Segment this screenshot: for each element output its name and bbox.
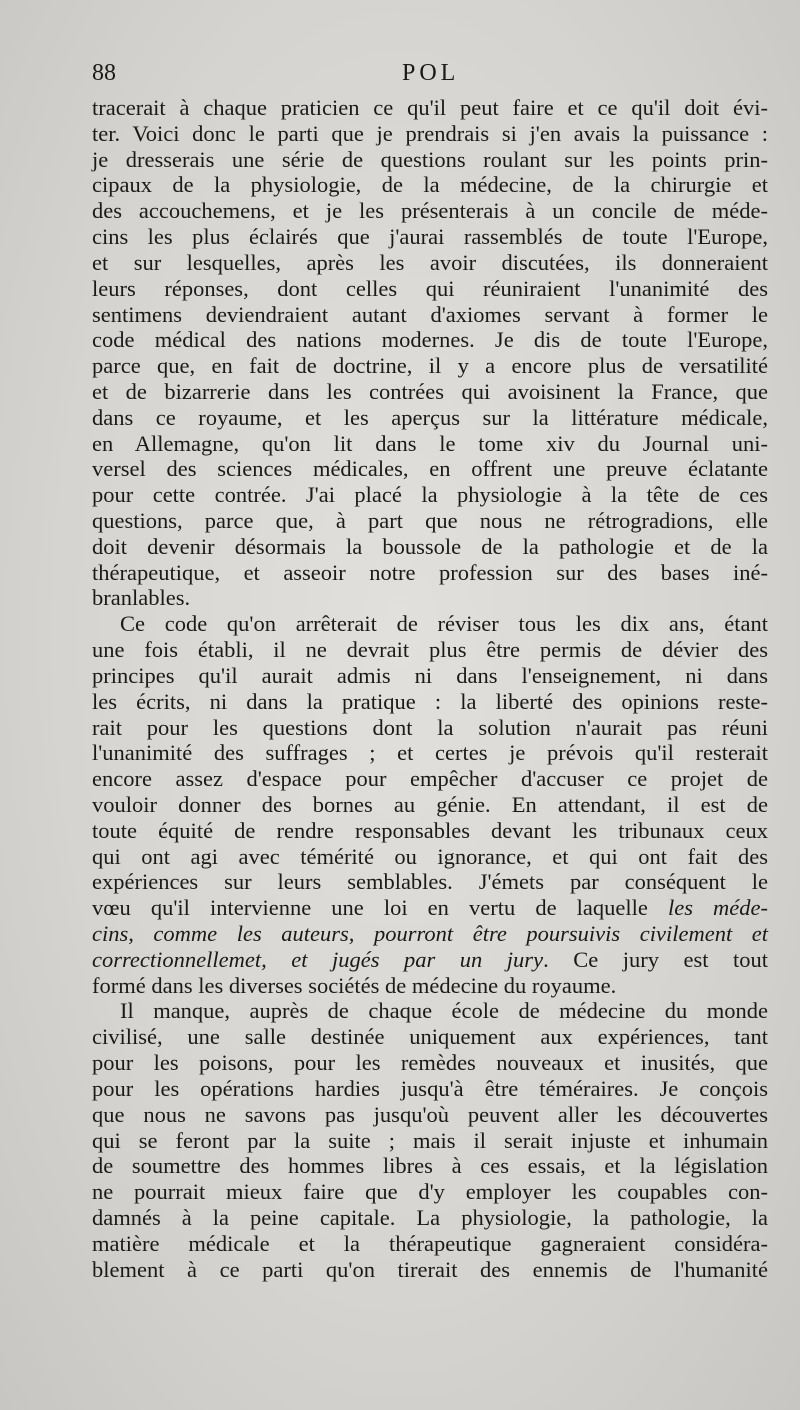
text-line: tracerait à chaque praticien ce qu'il peut faire et ce qu'il doit évi-	[92, 95, 768, 120]
text-line: principes qu'il aurait admis ni dans l'enseignement, ni dans	[92, 662, 768, 688]
text-line: dans ce royaume, et les aperçus sur la littérature médicale,	[92, 404, 768, 430]
text-line: cipaux de la physiologie, de la médecine, de la chirurgie et	[92, 172, 768, 198]
text-line: correctionnellemet, et jugés par un jury. Ce jury est tout	[92, 946, 768, 972]
text-line: l'unanimité des suffrages ; et certes je prévois qu'il resterait	[92, 740, 768, 766]
text-line: les écrits, ni dans la pratique : la liberté des opinions reste-	[92, 688, 768, 714]
text-line: civilisé, une salle destinée uniquement aux expériences, tant	[92, 1024, 768, 1050]
text-line: parce que, en fait de doctrine, il y a encore plus de versatilité	[92, 353, 768, 379]
text-line: damnés à la peine capitale. La physiologie, la pathologie, la	[92, 1204, 768, 1230]
text-line: pour les poisons, pour les remèdes nouveaux et inusités, que	[92, 1050, 768, 1076]
text-line: ter. Voici donc le parti que je prendrais si j'en avais la puissance :	[92, 120, 768, 146]
text-line: formé dans les diverses sociétés de médecine du royaume.	[92, 972, 617, 998]
text-line: ne pourrait mieux faire que d'y employer les coupables con-	[92, 1179, 768, 1205]
text-line: blement à ce parti qu'on tirerait des ennemis de l'humanité	[92, 1256, 768, 1282]
paragraph-start-line: Ce code qu'on arrêterait de réviser tous les dix ans, étant	[120, 611, 768, 637]
text-line: sentimens deviendraient autant d'axiomes servant à former le	[92, 301, 768, 327]
text-line: que nous ne savons pas jusqu'où peuvent aller les découvertes	[92, 1101, 768, 1127]
text-line: vouloir donner des bornes au génie. En attendant, il est de	[92, 791, 768, 817]
text-line: code médical des nations modernes. Je dis de toute l'Europe,	[92, 327, 768, 353]
page-header	[92, 58, 768, 88]
text-line: qui se feront par la suite ; mais il serait injuste et inhumain	[92, 1127, 768, 1153]
text-line: en Allemagne, qu'on lit dans le tome xiv du Journal uni-	[92, 430, 768, 456]
text-line: cins les plus éclairés que j'aurai rassemblés de toute l'Europe,	[92, 224, 768, 250]
text-line: qui ont agi avec témérité ou ignorance, et qui ont fait des	[92, 843, 768, 869]
text-line: expériences sur leurs semblables. J'émets par conséquent le	[92, 869, 768, 895]
italic-text: les méde-	[667, 895, 768, 921]
text-line: une fois établi, il ne devrait plus être permis de dévier des	[92, 637, 768, 663]
text-line: pour cette contrée. J'ai placé la physiologie à la tête de ces	[92, 482, 768, 508]
text-line: et de bizarrerie dans les contrées qui avoisinent la France, que	[92, 378, 768, 404]
text-line: leurs réponses, dont celles qui réuniraient l'unanimité des	[92, 275, 768, 301]
running-head: POL	[402, 60, 460, 86]
text-line: rait pour les questions dont la solution n'aurait pas réuni	[92, 714, 768, 740]
text-line: thérapeutique, et asseoir notre profession sur des bases iné-	[92, 559, 768, 585]
text-line: de soumettre des hommes libres à ces essais, et la législation	[92, 1153, 768, 1179]
italic-text: cins, comme les auteurs, pourront être poursuivis civilement et	[92, 921, 768, 946]
text-line: et sur lesquelles, après les avoir discutées, ils donneraient	[92, 249, 768, 275]
body-text	[92, 95, 768, 1282]
text-line: des accouchemens, et je les présenterais à un concile de méde-	[92, 198, 768, 224]
text-line: questions, parce que, à part que nous ne rétrogradions, elle	[92, 508, 768, 533]
text-line: pour les opérations hardies jusqu'à être téméraires. Je conçois	[92, 1075, 768, 1101]
text-line: vœu qu'il intervienne une loi en vertu de laquelle les méde-	[92, 895, 768, 921]
text-line: matière médicale et la thérapeutique gagneraient considéra-	[92, 1230, 768, 1256]
text-line: versel des sciences médicales, en offrent une preuve éclatante	[92, 456, 768, 482]
page-number: 88	[92, 60, 116, 86]
text-line: doit devenir désormais la boussole de la pathologie et de la	[92, 533, 768, 559]
text-line: toute équité de rendre responsables devant les tribunaux ceux	[92, 817, 768, 843]
text-line: branlables.	[92, 585, 191, 611]
paragraph-start-line: Il manque, auprès de chaque école de médecine du monde	[120, 998, 768, 1024]
text-line	[92, 921, 768, 947]
italic-text: correctionnellemet, et jugés par un jury	[92, 946, 544, 972]
text-line: je dresserais une série de questions roulant sur les points prin-	[92, 146, 768, 172]
text-line: encore assez d'espace pour empêcher d'accuser ce projet de	[92, 766, 768, 792]
